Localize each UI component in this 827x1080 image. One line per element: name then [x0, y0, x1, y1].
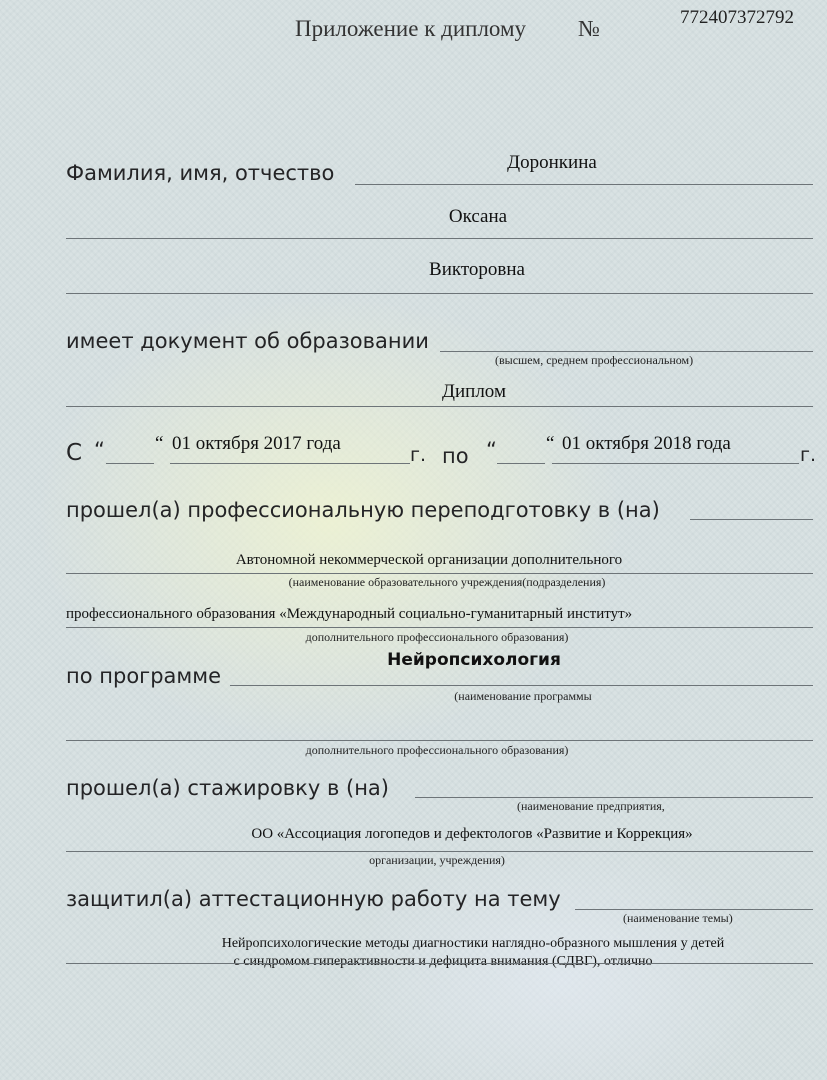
retraining-org-hint-2: дополнительного профессионального образования)	[305, 630, 569, 644]
start-day-underline	[106, 463, 154, 464]
last-name-value: Доронкина	[507, 152, 597, 173]
period-inner-quote-2: “	[546, 433, 555, 454]
retraining-label: прошел(а) профессиональную переподготовку в (на)	[66, 498, 660, 522]
education-value-underline	[66, 406, 813, 407]
internship-value-underline	[66, 851, 813, 852]
program-label: по программе	[66, 664, 221, 688]
first-name-value: Оксана	[448, 206, 508, 227]
start-year-suffix: г.	[410, 444, 427, 466]
first-name-underline	[66, 238, 813, 239]
period-from-label: С	[66, 440, 83, 466]
start-date-underline	[170, 463, 410, 464]
diploma-number: 772407372792	[680, 7, 794, 28]
thesis-topic-line-1: Нейропсихологические методы диагностики наглядно-образного мышления у детей	[221, 936, 725, 951]
end-day-underline	[497, 463, 545, 464]
thesis-label: защитил(а) аттестационную работу на тему	[66, 887, 561, 911]
document-title: Приложение к диплому	[295, 16, 527, 41]
fio-underline	[355, 184, 813, 185]
start-date-value: 01 октября 2017 года	[172, 433, 341, 454]
retraining-org-hint-1: (наименование образовательного учреждения(подразделения)	[288, 575, 606, 589]
period-to-label: по	[442, 444, 469, 468]
education-underline	[440, 351, 813, 352]
internship-hint-1: (наименование предприятия,	[517, 799, 665, 813]
fio-label: Фамилия, имя, отчество	[66, 161, 335, 185]
thesis-topic-line-2: с синдромом гиперактивности и дефицита внимания (СДВГ), отлично	[233, 954, 653, 969]
period-inner-quote-1: “	[155, 433, 164, 454]
patronymic-value: Викторовна	[429, 259, 525, 280]
internship-hint-2: организации, учреждения)	[369, 853, 505, 867]
program-hint-1: (наименование программы	[454, 689, 592, 703]
end-date-value: 01 октября 2018 года	[562, 433, 731, 454]
retraining-underline	[690, 519, 813, 520]
period-open-quote-2: “	[486, 438, 497, 462]
retraining-org-line-1-underline	[66, 573, 813, 574]
program-value: Нейропсихология	[387, 650, 561, 670]
thesis-underline	[575, 909, 813, 910]
thesis-topic-underline	[66, 963, 813, 964]
program-hint-2: дополнительного профессионального образования)	[305, 743, 569, 757]
retraining-org-line-2: профессионального образования «Международный социально-гуманитарный институт»	[66, 606, 633, 622]
internship-label: прошел(а) стажировку в (на)	[66, 776, 389, 800]
education-label: имеет документ об образовании	[66, 329, 429, 353]
retraining-org-line-1: Автономной некоммерческой организации дополнительного	[235, 552, 623, 568]
number-sign: №	[578, 16, 600, 41]
end-date-underline	[552, 463, 799, 464]
program-underline	[230, 685, 813, 686]
end-year-suffix: г.	[800, 444, 817, 466]
retraining-org-line-2-underline	[66, 627, 813, 628]
program-second-underline	[66, 740, 813, 741]
patronymic-underline	[66, 293, 813, 294]
period-open-quote-1: “	[94, 438, 105, 462]
thesis-hint: (наименование темы)	[623, 911, 733, 925]
education-value: Диплом	[442, 381, 506, 402]
internship-underline	[415, 797, 813, 798]
education-hint: (высшем, среднем профессиональном)	[495, 353, 694, 367]
internship-value: ОО «Ассоциация логопедов и дефектологов «Развитие и Коррекция»	[251, 826, 693, 842]
